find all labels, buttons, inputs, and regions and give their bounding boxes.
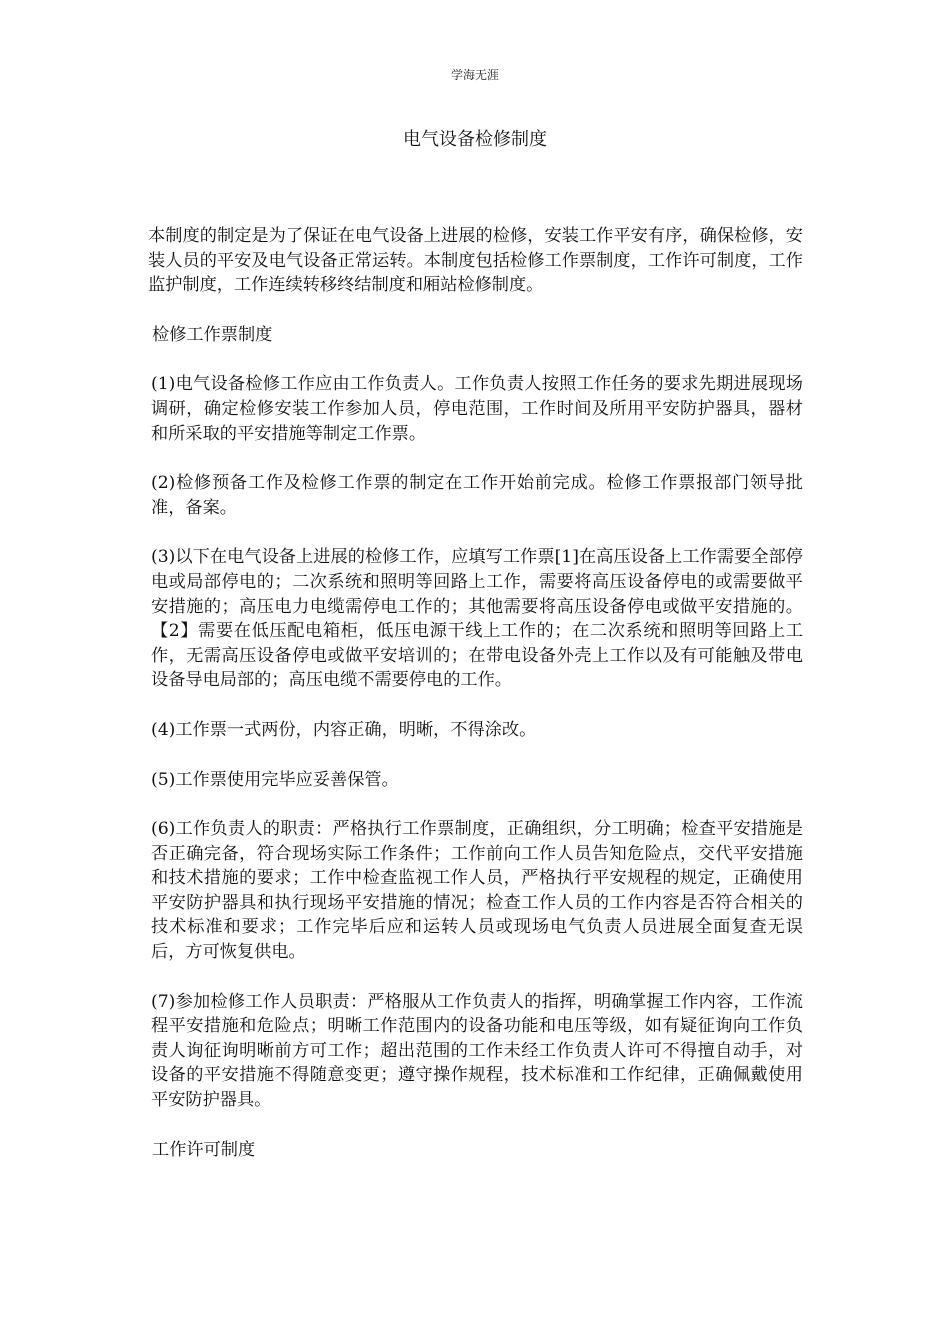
- clause-1: (1)电气设备检修工作应由工作负责人。工作负责人按照工作任务的要求先期进展现场调研，确定检修安装工作参加人员，停电范围，工作时间及所用平安防护器具，器材和所采取的平安措施等制定工作票。: [151, 374, 803, 444]
- clause-4: (4)工作票一式两份，内容正确，明晰，不得涂改。: [151, 719, 537, 740]
- clause-3: (3)以下在电气设备上进展的检修工作，应填写工作票[1]在高压设备上工作需要全部停电或局部停电的；二次系统和照明等回路上工作，需要将高压设备停电的或需要做平安措施的；高压电力电缆需停电工作的；其他需要将高压设备停电或做平安措施的。【2】需要在低压配电箱柜，低压电源干线上工作的；在二次系统和照明等回路上工作，无需高压设备停电或做平安培训的；在带电设备外壳上工作以及有可能触及带电设备导电局部的；高压电缆不需要停电的工作。: [151, 547, 803, 691]
- clause-7: (7)参加检修工作人员职责：严格服从工作负责人的指挥，明确掌握工作内容，工作流程平安措施和危险点；明晰工作范围内的设备功能和电压等级，如有疑征询向工作负责人询征询明晰前方可工作；超出范围的工作未经工作负责人许可不得擅自动手，对设备的平安措施不得随意变更；遵守操作规程，技术标准和工作纪律，正确佩戴使用平安防护器具。: [151, 991, 803, 1111]
- section-heading-work-permit: 工作许可制度: [152, 1139, 256, 1160]
- clause-2: (2)检修预备工作及检修工作票的制定在工作开始前完成。检修工作票报部门领导批准，备案。: [151, 473, 803, 518]
- clause-6: (6)工作负责人的职责：严格执行工作票制度，正确组织，分工明确；检查平安措施是否正确完备，符合现场实际工作条件；工作前向工作人员告知危险点，交代平安措施和技术措施的要求；工作中检查监视工作人员，严格执行平安规程的规定，正确使用平安防护器具和执行现场平安措施的情况；检查工作人员的工作内容是否符合相关的技术标准和要求；工作完毕后应和运转人员或现场电气负责人员进展全面复查无误后，方可恢复供电。: [151, 819, 803, 963]
- document-body: [148, 224, 803, 1187]
- clause-5: (5)工作票使用完毕应妥善保管。: [151, 769, 399, 790]
- intro-paragraph: 本制度的制定是为了保证在电气设备上进展的检修，安装工作平安有序，确保检修，安装人员的平安及电气设备正常运转。本制度包括检修工作票制度，工作许可制度，工作监护制度，工作连续转移终结制度和厢站检修制度。: [148, 226, 803, 296]
- page-header: 学海无涯: [450, 68, 499, 82]
- section-heading-work-ticket: 检修工作票制度: [152, 324, 273, 345]
- document-title: 电气设备检修制度: [403, 129, 547, 150]
